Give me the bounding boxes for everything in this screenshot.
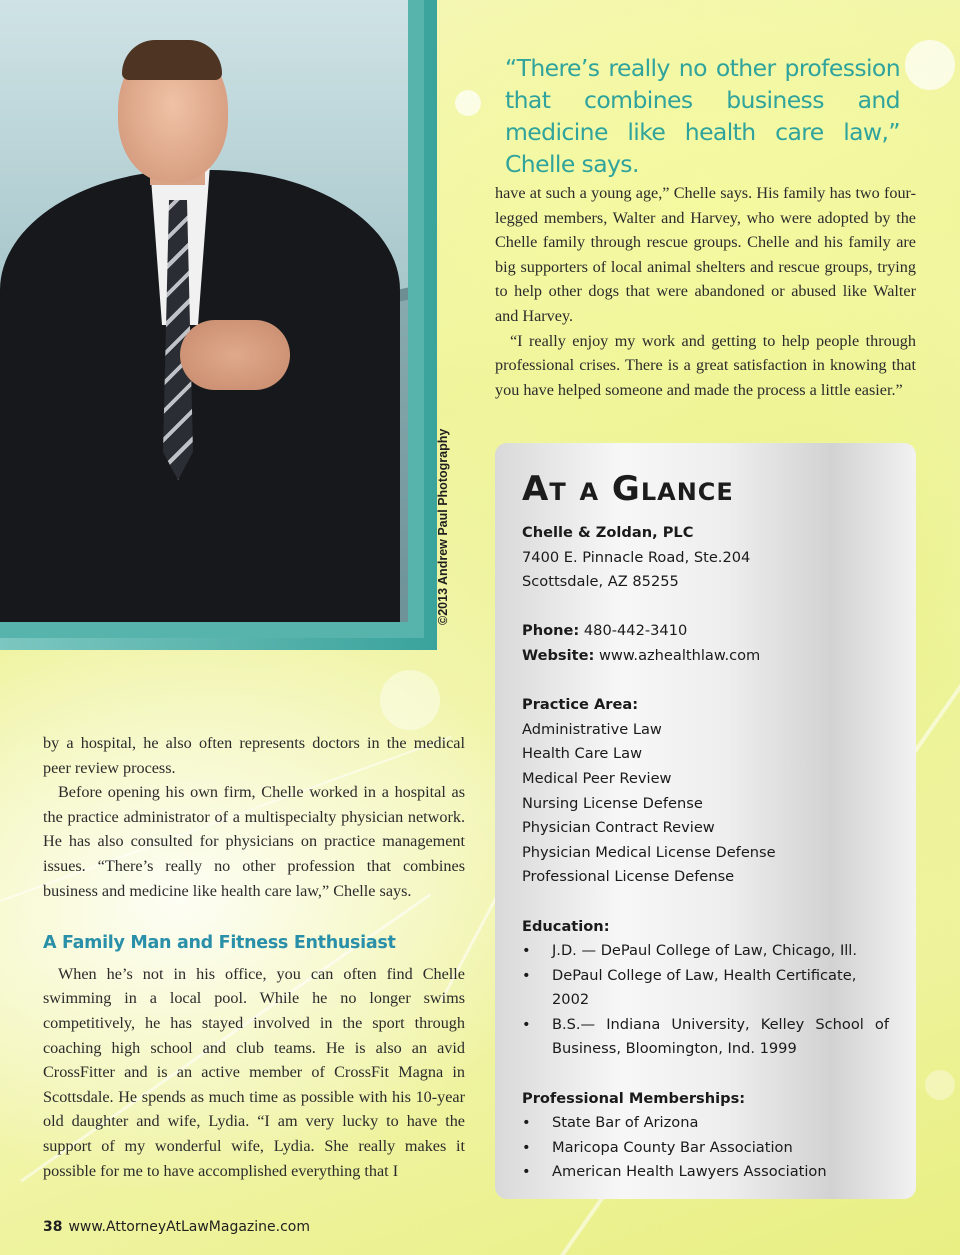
education-text: B.S.— Indiana University, Kelley School of bbox=[552, 1015, 889, 1033]
section-heading: A Family Man and Fitness Enthusiast bbox=[43, 933, 396, 954]
education-text: Business, Bloomington, Ind. 1999 bbox=[552, 1040, 797, 1058]
membership-item bbox=[522, 1136, 889, 1161]
page-number: 38 bbox=[43, 1219, 63, 1235]
bullet: • bbox=[522, 966, 531, 984]
bullet: • bbox=[522, 1163, 531, 1181]
practice-area-label: Practice Area: bbox=[522, 696, 639, 714]
left-column bbox=[43, 731, 465, 1183]
photo-hands bbox=[180, 320, 290, 390]
website-row bbox=[522, 644, 889, 669]
background-bokeh bbox=[925, 1070, 955, 1100]
right-column bbox=[495, 181, 916, 402]
education-label: Education: bbox=[522, 917, 610, 935]
paragraph: When he’s not in his office, you can often find Chelle swimming in a local pool. While he no longer swims competitively, he has stayed involved in the sport through coaching high school and club teams. He is also an avid CrossFitter and is an active member of CrossFit Magna in Scottsdale. He spends as much time as possible with his 10-year old daughter and wife, Lydia. “I am very lucky to have the support of my wonderful wife, Lydia. She really makes it possible for me to have accomplished everything that I bbox=[43, 964, 465, 1180]
practice-area-item: Professional License Defense bbox=[522, 868, 735, 886]
background-bokeh bbox=[455, 90, 481, 116]
bullet: • bbox=[522, 1015, 531, 1033]
firm-name: Chelle & Zoldan, PLC bbox=[522, 524, 694, 541]
paragraph: by a hospital, he also often represents doctors in the medical peer review process. bbox=[43, 734, 465, 777]
practice-area-item: Nursing License Defense bbox=[522, 794, 703, 812]
bullet: • bbox=[522, 1114, 531, 1132]
footer-url[interactable]: www.AttorneyAtLawMagazine.com bbox=[68, 1219, 311, 1235]
membership-text: State Bar of Arizona bbox=[552, 1114, 699, 1132]
practice-area-item: Physician Contract Review bbox=[522, 819, 715, 837]
education-item bbox=[522, 964, 889, 1013]
photo-hair bbox=[122, 40, 222, 80]
bullet: • bbox=[522, 942, 531, 960]
glance-title: At a Glance bbox=[522, 469, 734, 509]
page-footer bbox=[43, 1219, 310, 1235]
paragraph: have at such a young age,” Chelle says. His family has two four-legged members, Walter and Harvey, who were adopted by the Chelle family through rescue groups. Chelle and his family are big supporters of local animal shelters and rescue groups, trying to help other dogs that were abandoned or abused like Walter and Harvey. bbox=[495, 184, 916, 325]
membership-text: Maricopa County Bar Association bbox=[552, 1138, 793, 1156]
paragraph: Before opening his own firm, Chelle worked in a hospital as the practice administrator of a multispecialty physician network. He has also consulted for physicians on practice management issues. “There’s really no other profession that combines business and medicine like health care law,” Chelle says. bbox=[43, 783, 465, 900]
education-text: DePaul College of Law, Health Certificate, 2002 bbox=[552, 966, 857, 1009]
website-link[interactable]: www.azhealthlaw.com bbox=[598, 646, 761, 664]
website-label: Website: bbox=[522, 646, 595, 664]
background-bokeh bbox=[905, 40, 955, 90]
membership-item bbox=[522, 1160, 889, 1185]
phone-value: 480-442-3410 bbox=[583, 622, 688, 640]
photo-frame bbox=[0, 0, 437, 650]
practice-area-item: Administrative Law bbox=[522, 720, 662, 738]
memberships-label: Professional Memberships: bbox=[522, 1089, 746, 1107]
education-item bbox=[522, 939, 889, 964]
pull-quote: “There’s really no other profession that combines business and medicine like health care law,” Chelle says. bbox=[505, 54, 900, 178]
membership-item bbox=[522, 1111, 889, 1136]
education-text: J.D. — DePaul College of Law, Chicago, Ill. bbox=[552, 942, 858, 960]
practice-area-item: Medical Peer Review bbox=[522, 769, 672, 787]
bullet: • bbox=[522, 1138, 531, 1156]
address-line-2: Scottsdale, AZ 85255 bbox=[522, 573, 679, 591]
membership-text: American Health Lawyers Association bbox=[552, 1163, 827, 1181]
phone-label: Phone: bbox=[522, 622, 580, 640]
portrait-photo bbox=[0, 0, 408, 622]
paragraph: “I really enjoy my work and getting to help people through professional crises. There is a great satisfaction in knowing that you have helped someone and made the process a little easier.” bbox=[495, 331, 916, 399]
at-a-glance-box bbox=[495, 443, 916, 1199]
photo-credit: ©2013 Andrew Paul Photography bbox=[436, 428, 450, 625]
education-item-continued bbox=[522, 1037, 889, 1062]
education-item bbox=[522, 1013, 889, 1038]
address-line-1: 7400 E. Pinnacle Road, Ste.204 bbox=[522, 548, 751, 566]
phone-row bbox=[522, 619, 889, 644]
practice-area-item: Physician Medical License Defense bbox=[522, 843, 776, 861]
practice-area-item: Health Care Law bbox=[522, 745, 642, 763]
background-bokeh bbox=[380, 670, 440, 730]
